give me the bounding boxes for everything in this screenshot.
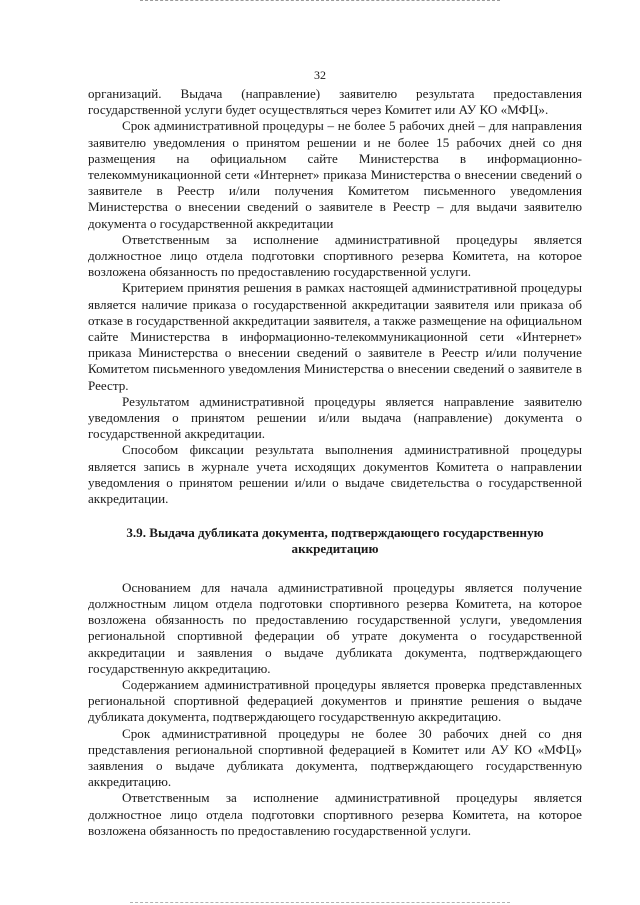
section-heading-line-2: аккредитацию (291, 541, 379, 557)
paragraph: Содержанием административной процедуры является проверка представленных региональной спортивной федерацией документов и принятие решения о выдаче дубликата документа, подтверждающего государственную аккредитацию. (88, 676, 582, 725)
paragraph: Способом фиксации результата выполнения административной процедуры является запись в журнале учета исходящих документов Комитета о направлении уведомления о принятом решении и/или о выдаче свидетельства о государственной аккредитации. (88, 442, 582, 507)
paragraph: Критерием принятия решения в рамках настоящей административной процедуры является наличие приказа о государственной аккредитации заявителя или приказа об отказе в государственной аккредитации заявителя, а также размещение на официальном сайте Министерства в информационно-телекоммуникационной сети «Интернет» приказа Министерства о внесении сведений о заявителе в Реестр и/или получение Комитетом письменного уведомления Министерства о внесении сведений о заявителе в Реестр. (88, 280, 582, 393)
scan-edge-bottom (130, 902, 510, 903)
document-body (88, 86, 582, 839)
page-number: 32 (314, 68, 326, 82)
paragraph: Ответственным за исполнение административной процедуры является должностное лицо отдела подготовки спортивного резерва Комитета, на которое возложена обязанность по предоставлению государственной услуги. (88, 790, 582, 838)
paragraph: Срок административной процедуры не более 30 рабочих дней со дня представления региональной спортивной федерацией в Комитет или АУ КО «МФЦ» заявления о выдаче дубликата документа, подтверждающего государственную аккредитацию. (88, 725, 582, 790)
scan-edge-top (140, 0, 500, 1)
section-heading (88, 525, 582, 557)
paragraph: Срок административной процедуры – не более 5 рабочих дней – для направления заявителю уведомления о принятом решении и не более 15 рабочих дней со дня размещения на официальном сайте Министерства в информационно-телекоммуникационной сети «Интернет» приказа Министерства о внесении сведений о заявителе в Реестр и/или получения Комитетом письменного уведомления Министерства о внесении сведений о заявителе в Реестр – для выдачи заявителю документа о государственной аккредитации (88, 118, 582, 231)
paragraph: Результатом административной процедуры является направление заявителю уведомления о принятом решении и/или выдача (направление) документа о государственной аккредитации. (88, 393, 582, 442)
paragraph: Ответственным за исполнение административной процедуры является должностное лицо отдела подготовки спортивного резерва Комитета, на которое возложена обязанность по предоставлению государственной услуги. (88, 231, 582, 280)
paragraph: организаций. Выдача (направление) заявителю результата предоставления государственной услуги будет осуществляться через Комитет или АУ КО «МФЦ». (88, 86, 582, 118)
section-heading-line-1: 3.9. Выдача дубликата документа, подтверждающего государственную (126, 525, 544, 541)
paragraph: Основанием для начала административной процедуры является получение должностным лицом отдела подготовки спортивного резерва Комитета, на которое возложена обязанность по предоставлению государственной услуги, уведомления региональной спортивной федерации об утрате документа о государственной аккредитации и заявления о выдаче дубликата документа, подтверждающего государственную аккредитацию. (88, 579, 582, 676)
